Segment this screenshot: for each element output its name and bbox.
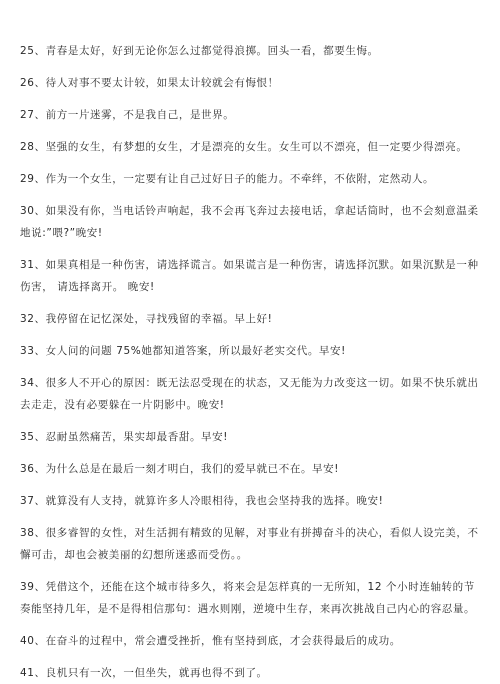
list-item: 41、良机只有一次，一但坐失，就再也得不到了。 — [20, 667, 268, 679]
list-item: 34、很多人不开心的原因：既无法忍受现在的状态，又无能为力改变这一切。如果不快乐就出去走走，没有必要躲在一片阴影中。晚安! — [20, 377, 479, 411]
list-item: 38、很多睿智的女性，对生活拥有精致的见解，对事业有拼搏奋斗的决心，看似人设完美，不懈可击，却也会被美丽的幻想所迷惑而受伤。。 — [20, 527, 479, 561]
list-item: 28、坚强的女生，有梦想的女生，才是漂亮的女生。女生可以不漂亮，但一定要少得漂亮。 — [20, 141, 468, 153]
list-item: 37、就算没有人支持，就算许多人冷眼相待，我也会坚持我的选择。晚安! — [20, 495, 384, 507]
list-item: 33、女人问的问题 75%她都知道答案，所以最好老实交代。早安! — [20, 345, 346, 357]
list-item: 29、作为一个女生，一定要有让自己过好日子的能力。不牵绊，不依附，定然动人。 — [20, 173, 435, 185]
list-item: 39、凭借这个，还能在这个城市待多久，将来会是怎样真的一无所知，12 个小时连轴转的节奏能坚持几年，是不是得相信那句：遇水则刚，逆境中生存，来再次挑战自己内心的容忍量。 — [20, 581, 476, 615]
list-item: 25、青春是太好，好到无论你怎么过都觉得浪掷。回头一看，都要生悔。 — [20, 45, 379, 57]
list-item: 32、我停留在记忆深处，寻找残留的幸福。早上好! — [20, 313, 273, 325]
list-item: 35、忍耐虽然痛苦，果实却最香甜。早安! — [20, 431, 229, 443]
list-item: 26、待人对事不要太计较，如果太计较就会有悔恨！ — [20, 77, 279, 89]
list-item: 36、为什么总是在最后一刻才明白，我们的爱早就已不在。早安! — [20, 463, 340, 475]
list-item: 40、在奋斗的过程中，常会遭受挫折，惟有坚持到底，才会获得最后的成功。 — [20, 635, 401, 647]
list-item: 27、前方一片迷雾，不是我自己，是世界。 — [20, 109, 235, 121]
quote-list — [20, 40, 484, 684]
list-item: 30、如果没有你，当电话铃声响起，我不会再飞奔过去接电话，拿起话筒时，也不会刻意温柔地说:”喂?”晚安! — [20, 205, 479, 239]
list-item: 31、如果真相是一种伤害，请选择谎言。如果谎言是一种伤害，请选择沉默。如果沉默是一种伤害， 请选择离开。 晚安! — [20, 259, 479, 293]
